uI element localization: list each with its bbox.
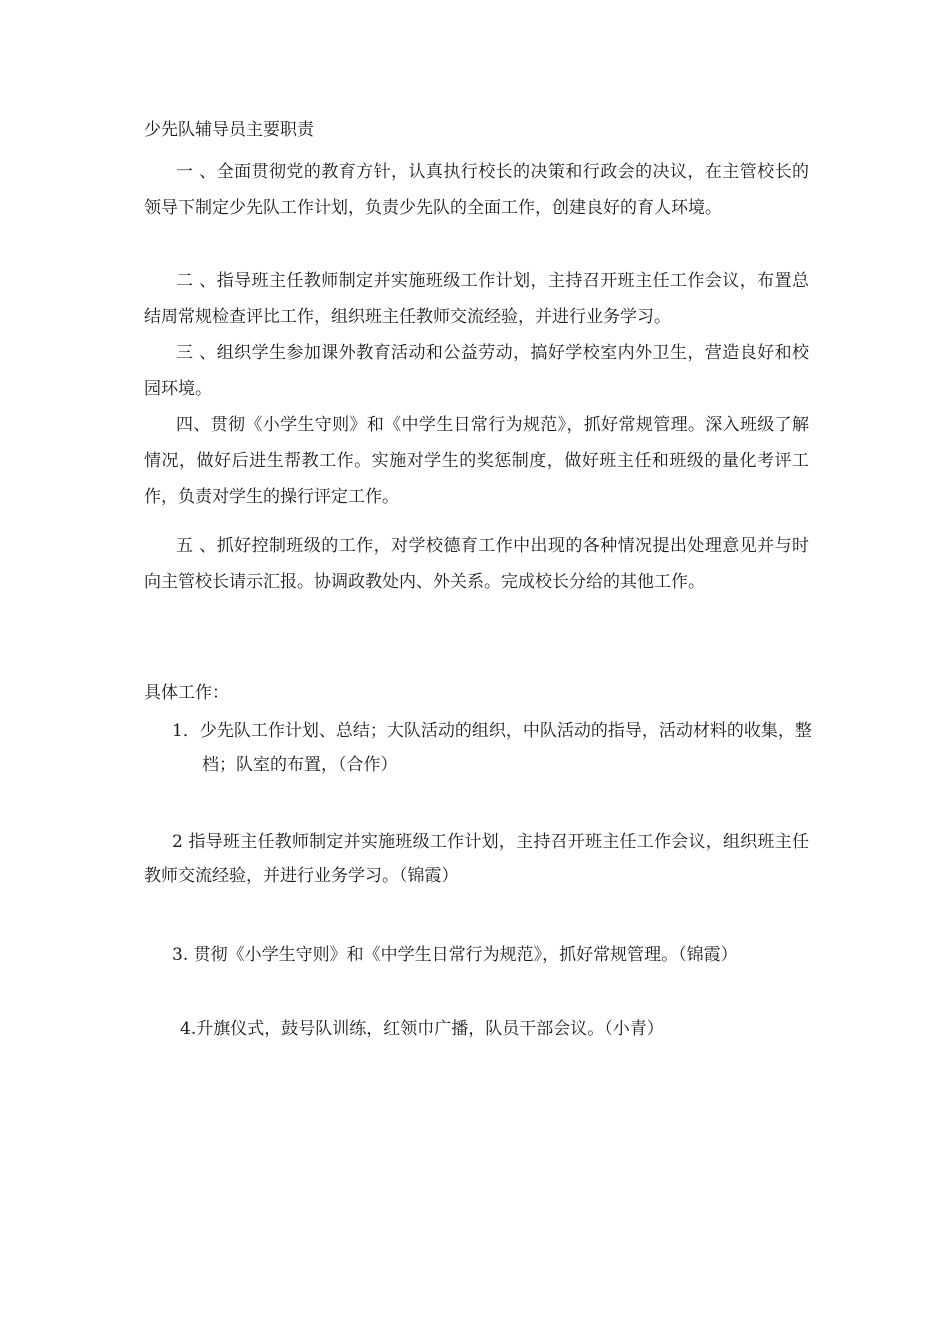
duty-paragraph-1: 一 、全面贯彻党的教育方针，认真执行校长的决策和行政会的决议，在主管校长的领导下制定少先队工作计划，负责少先队的全面工作，创建良好的育人环境。	[144, 162, 809, 218]
task-item-4: 4.升旗仪式，鼓号队训练，红领巾广播，队员干部会议。（小青）	[180, 1019, 664, 1039]
task-item-2: 2 指导班主任教师制定并实施班级工作计划，主持召开班主任工作会议，组织班主任教师交流经验，并进行业务学习。（锦霞）	[144, 832, 809, 886]
duty-paragraph-3: 三 、组织学生参加课外教育活动和公益劳动，搞好学校室内外卫生，营造良好和校园环境。	[144, 343, 809, 399]
document-title: 少先队辅导员主要职责	[144, 120, 314, 140]
duty-paragraph-5: 五 、抓好控制班级的工作，对学校德育工作中出现的各种情况提出处理意见并与时向主管校长请示汇报。协调政教处内、外关系。完成校长分给的其他工作。	[144, 536, 809, 592]
task-item-1: 1．少先队工作计划、总结；大队活动的组织，中队活动的指导，活动材料的收集，整档；队室的布置，（合作）	[172, 721, 812, 775]
duty-paragraph-2: 二 、指导班主任教师制定并实施班级工作计划，主持召开班主任工作会议，布置总结周常规检查评比工作，组织班主任教师交流经验，并进行业务学习。	[144, 271, 809, 327]
duty-paragraph-4: 四、贯彻《小学生守则》和《中学生日常行为规范》，抓好常规管理。深入班级了解情况，做好后进生帮教工作。实施对学生的奖惩制度，做好班主任和班级的量化考评工作，负责对学生的操行评定工作。	[144, 415, 809, 507]
tasks-heading: 具体工作：	[144, 683, 229, 703]
task-item-3: 3. 贯彻《小学生守则》和《中学生日常行为规范》，抓好常规管理。（锦霞）	[172, 945, 738, 965]
